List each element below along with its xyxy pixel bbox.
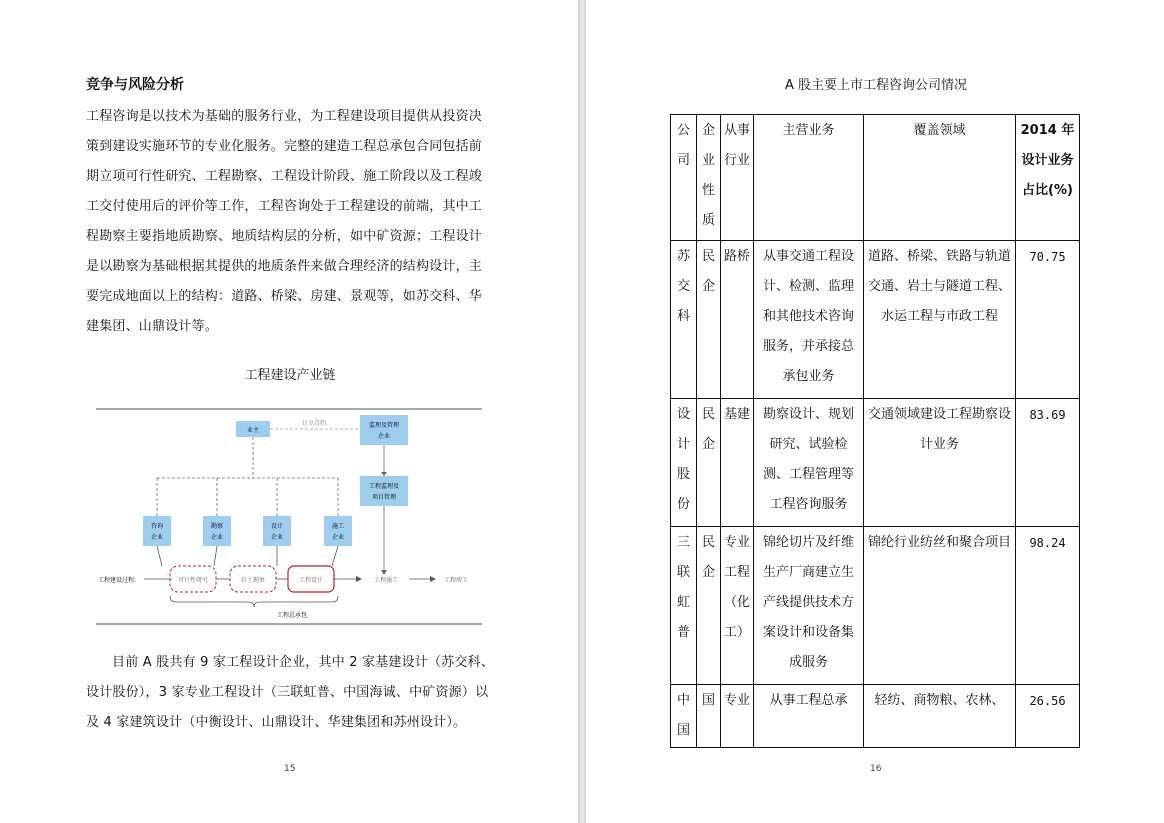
stage-design: 工程设计: [298, 577, 324, 584]
eng-supervision-box: [360, 476, 408, 506]
stage-construction: 工程施工: [373, 577, 399, 584]
owner-label: 业主: [246, 427, 260, 434]
cell-share: 98.24: [1016, 527, 1080, 685]
cell-industry: 专业工程（化工）: [721, 527, 754, 685]
page-number-left: 15: [284, 764, 296, 774]
consulting-label-2: 企业: [150, 534, 164, 541]
summary-paragraph: 目前 A 股共有 9 家工程设计企业，其中 2 家基建设计（苏交科、设计股份），3 家专业工程设计（三联虹普、中国海诚、中矿资源）以及 4 家建筑设计（中衡设计、山鼎设计、华建集团和苏州设计）。: [86, 655, 495, 730]
process-arrow-3: [356, 576, 362, 582]
cell-ownership: 国: [697, 685, 721, 748]
design-label-1: 设计: [270, 523, 284, 530]
table-row: [671, 399, 1080, 527]
cell-business: 锦纶切片及纤维生产厂商建立生产线提供技术方案设计和设备集成服务: [754, 527, 864, 685]
design-enterprise-box: [263, 516, 291, 546]
cell-coverage: 道路、桥梁、铁路与轨道交通、岩土与隧道工程、水运工程与市政工程: [864, 241, 1016, 399]
cell-ownership: 民企: [697, 241, 721, 399]
contract-label: 订立合约: [301, 420, 327, 427]
cell-coverage: 锦纶行业纺丝和聚合项目: [864, 527, 1016, 685]
stage-completion: 工程竣工: [443, 577, 469, 584]
cell-industry: 基建: [721, 399, 754, 527]
supervision-label-1: 监理及管理: [368, 422, 400, 429]
cell-coverage: 交通领域建设工程勘察设计业务: [864, 399, 1016, 527]
cell-business: 勘察设计、规划研究、试验检测、工程管理等工程咨询服务: [754, 399, 864, 527]
total-contract-label: 工程总承包: [276, 612, 308, 619]
left-page: [0, 0, 578, 823]
cell-company: 设计股份: [671, 399, 697, 527]
cell-industry: 专业: [721, 685, 754, 748]
industry-chain-diagram: [96, 404, 486, 629]
supervision-box: [360, 415, 408, 445]
cell-business: 从事工程总承: [754, 685, 864, 748]
cell-business: 从事交通工程设计、检测、监理和其他技术咨询服务，并承接总承包业务: [754, 241, 864, 399]
section-title: 竞争与风险分析: [86, 77, 184, 93]
stage-feasibility: 可行性研究: [177, 577, 209, 584]
page-gutter: [578, 0, 586, 823]
table-row: [671, 527, 1080, 685]
cell-industry: 路桥: [721, 241, 754, 399]
process-arrow-4: [430, 576, 436, 582]
consulting-arrow: [157, 546, 162, 566]
consulting-label-1: 咨询: [150, 523, 164, 530]
header-ownership: 企业性质: [697, 115, 721, 241]
construction-label-2: 企业: [331, 534, 345, 541]
table-row: [671, 685, 1080, 748]
eng-supervision-label-2: 项目管理: [371, 494, 397, 501]
page-number-right: 16: [870, 764, 882, 774]
cell-company: 三联虹普: [671, 527, 697, 685]
consulting-companies-table: [670, 114, 1080, 748]
header-industry: 从事行业: [721, 115, 754, 241]
design-label-2: 企业: [270, 534, 284, 541]
cell-share: 83.69: [1016, 399, 1080, 527]
eng-supervision-arrow: [381, 570, 387, 575]
cell-ownership: 民企: [697, 527, 721, 685]
header-coverage: 覆盖领域: [864, 115, 1016, 241]
table-title: A 股主要上市工程咨询公司情况: [784, 78, 968, 93]
process-label: 工程建设过程:: [98, 577, 137, 584]
survey-enterprise-box: [203, 516, 231, 546]
right-page: [586, 0, 1164, 823]
cell-ownership: 民企: [697, 399, 721, 527]
supervision-arrow: [381, 472, 387, 476]
table-row: [671, 241, 1080, 399]
construction-enterprise-box: [324, 516, 352, 546]
stage-survey: 岩土勘察: [240, 577, 266, 584]
header-company: 公司: [671, 115, 697, 241]
construction-label-1: 施工: [331, 523, 345, 530]
header-share: 2014 年设计业务占比(%): [1016, 115, 1080, 241]
eng-supervision-label-1: 工程监理及: [368, 483, 400, 490]
survey-arrow: [214, 546, 217, 566]
total-contract-brace: [170, 596, 338, 607]
cell-company: 苏交科: [671, 241, 697, 399]
consulting-enterprise-box: [143, 516, 171, 546]
diagram-title: 工程建设产业链: [244, 368, 336, 383]
cell-share: 26.56: [1016, 685, 1080, 748]
table-header-row: [671, 115, 1080, 241]
survey-label-2: 企业: [210, 534, 224, 541]
construction-arrow: [332, 546, 338, 566]
intro-paragraph: 工程咨询是以技术为基础的服务行业，为工程建设项目提供从投资决策到建设实施环节的专业化服务。完整的建造工程总承包合同包括前期立项可行性研究、工程勘察、工程设计阶段、施工阶段以及工程竣工交付使用后的评价等工作，工程咨询处于工程建设的前端，其中工程勘察主要指地质勘察、地质结构层的分析，如中矿资源；工程设计是以勘察为基础根据其提供的地质条件来做合理经济的结构设计，主要完成地面以上的结构：道路、桥梁、房建、景观等，如苏交科、华建集团、山鼎设计等。: [86, 109, 483, 334]
cell-company: 中国: [671, 685, 697, 748]
cell-coverage: 轻纺、商物粮、农林、: [864, 685, 1016, 748]
cell-share: 70.75: [1016, 241, 1080, 399]
survey-label-1: 勘察: [210, 523, 224, 530]
header-business: 主营业务: [754, 115, 864, 241]
supervision-label-2: 企业: [377, 433, 391, 440]
